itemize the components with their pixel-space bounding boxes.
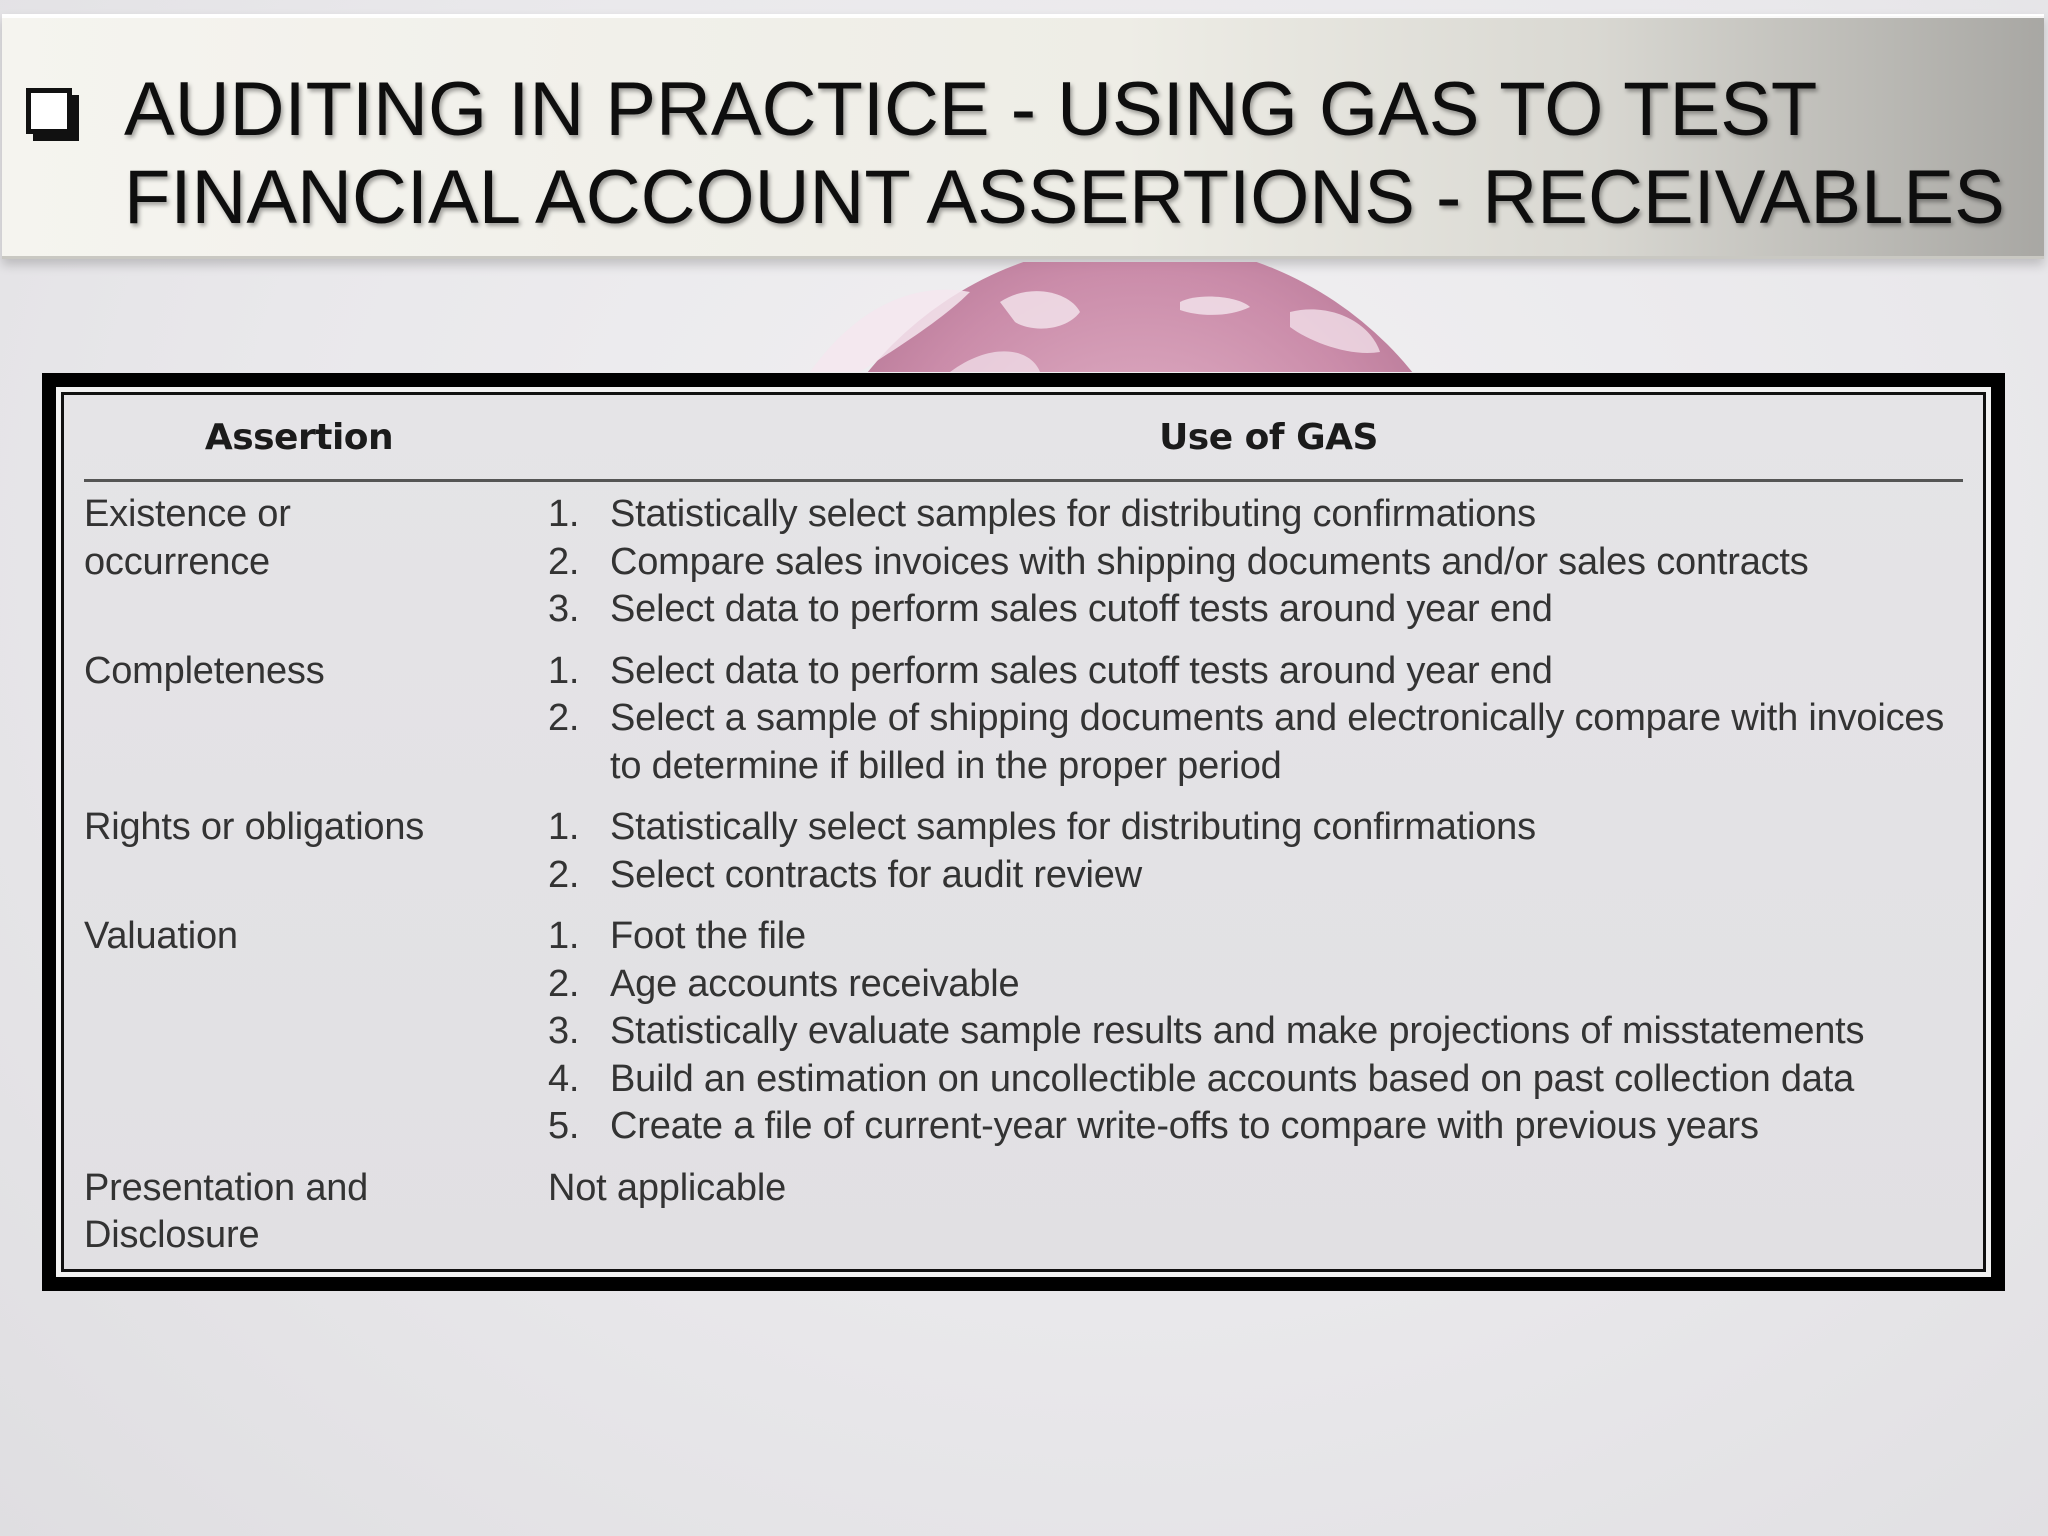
item-text: Select data to perform sales cutoff tests around year end	[610, 649, 1553, 692]
item-text: Statistically evaluate sample results and make projections of misstatements	[610, 1010, 1865, 1052]
assertion-cell: Valuation	[84, 915, 238, 957]
list-item	[548, 695, 1963, 790]
list-item	[548, 1056, 1963, 1104]
item-number: 1.	[548, 915, 580, 957]
list-item	[548, 586, 1963, 634]
item-number: 1.	[548, 493, 580, 535]
table-body	[84, 491, 1963, 1274]
item-number: 3.	[548, 1010, 580, 1052]
item-text: Age accounts receivable	[610, 962, 1020, 1005]
list-item	[548, 648, 1963, 696]
item-number: 1.	[548, 649, 580, 692]
table-row	[84, 1165, 1963, 1260]
item-number: 3.	[548, 588, 580, 630]
assertion-cell: Rights or obligations	[84, 806, 425, 848]
item-number: 2.	[548, 540, 580, 583]
item-text: Select a sample of shipping documents and electronically compare with invoices to determine if billed in the proper period	[610, 697, 1945, 787]
item-text: Create a file of current-year write-offs to compare with previous years	[610, 1105, 1759, 1147]
globe-icon	[770, 262, 1510, 372]
assertion-cell: Presentation and Disclosure	[84, 1166, 369, 1256]
use-list	[548, 913, 1963, 1151]
item-text: Build an estimation on uncollectible accounts based on past collection data	[610, 1057, 1855, 1100]
table-frame-inner	[56, 387, 1991, 1277]
title-banner	[2, 14, 2044, 259]
table-row	[84, 804, 1963, 899]
table-row	[84, 648, 1963, 791]
header-assertion: Assertion	[204, 417, 394, 458]
item-number: 2.	[548, 697, 580, 739]
item-number: 1.	[548, 806, 580, 848]
list-item	[548, 961, 1963, 1009]
list-item	[548, 804, 1963, 852]
not-applicable-text: Not applicable	[548, 1166, 787, 1209]
list-item	[548, 852, 1963, 900]
list-item	[548, 913, 1963, 961]
use-list	[548, 648, 1963, 791]
header-use-of-gas: Use of GAS	[1159, 417, 1378, 458]
assertions-table	[64, 395, 1983, 1269]
slide-title: AUDITING IN PRACTICE - USING GAS TO TEST FINANCIAL ACCOUNT ASSERTIONS - RECEIVABLES	[124, 67, 2005, 240]
item-text: Statistically select samples for distributing confirmations	[610, 806, 1536, 848]
item-text: Select data to perform sales cutoff tests around year end	[610, 588, 1553, 630]
item-text: Select contracts for audit review	[610, 853, 1142, 896]
use-list	[548, 804, 1963, 899]
use-list	[548, 491, 1963, 634]
item-number: 5.	[548, 1105, 580, 1147]
table-row	[84, 491, 1963, 634]
item-text: Compare sales invoices with shipping documents and/or sales contracts	[610, 540, 1809, 583]
item-number: 2.	[548, 853, 580, 896]
assertion-cell: Existence or occurrence	[84, 493, 291, 583]
list-item	[548, 491, 1963, 539]
item-number: 4.	[548, 1057, 580, 1100]
list-item	[548, 539, 1963, 587]
table-header	[84, 395, 1963, 482]
table-row	[84, 913, 1963, 1151]
list-item	[548, 1008, 1963, 1056]
item-text: Statistically select samples for distributing confirmations	[610, 493, 1536, 535]
item-text: Foot the file	[610, 915, 806, 957]
assertion-cell: Completeness	[84, 649, 325, 692]
assertions-table-frame	[42, 373, 2005, 1291]
item-number: 2.	[548, 962, 580, 1005]
square-bullet-icon	[26, 88, 72, 134]
list-item	[548, 1103, 1963, 1151]
